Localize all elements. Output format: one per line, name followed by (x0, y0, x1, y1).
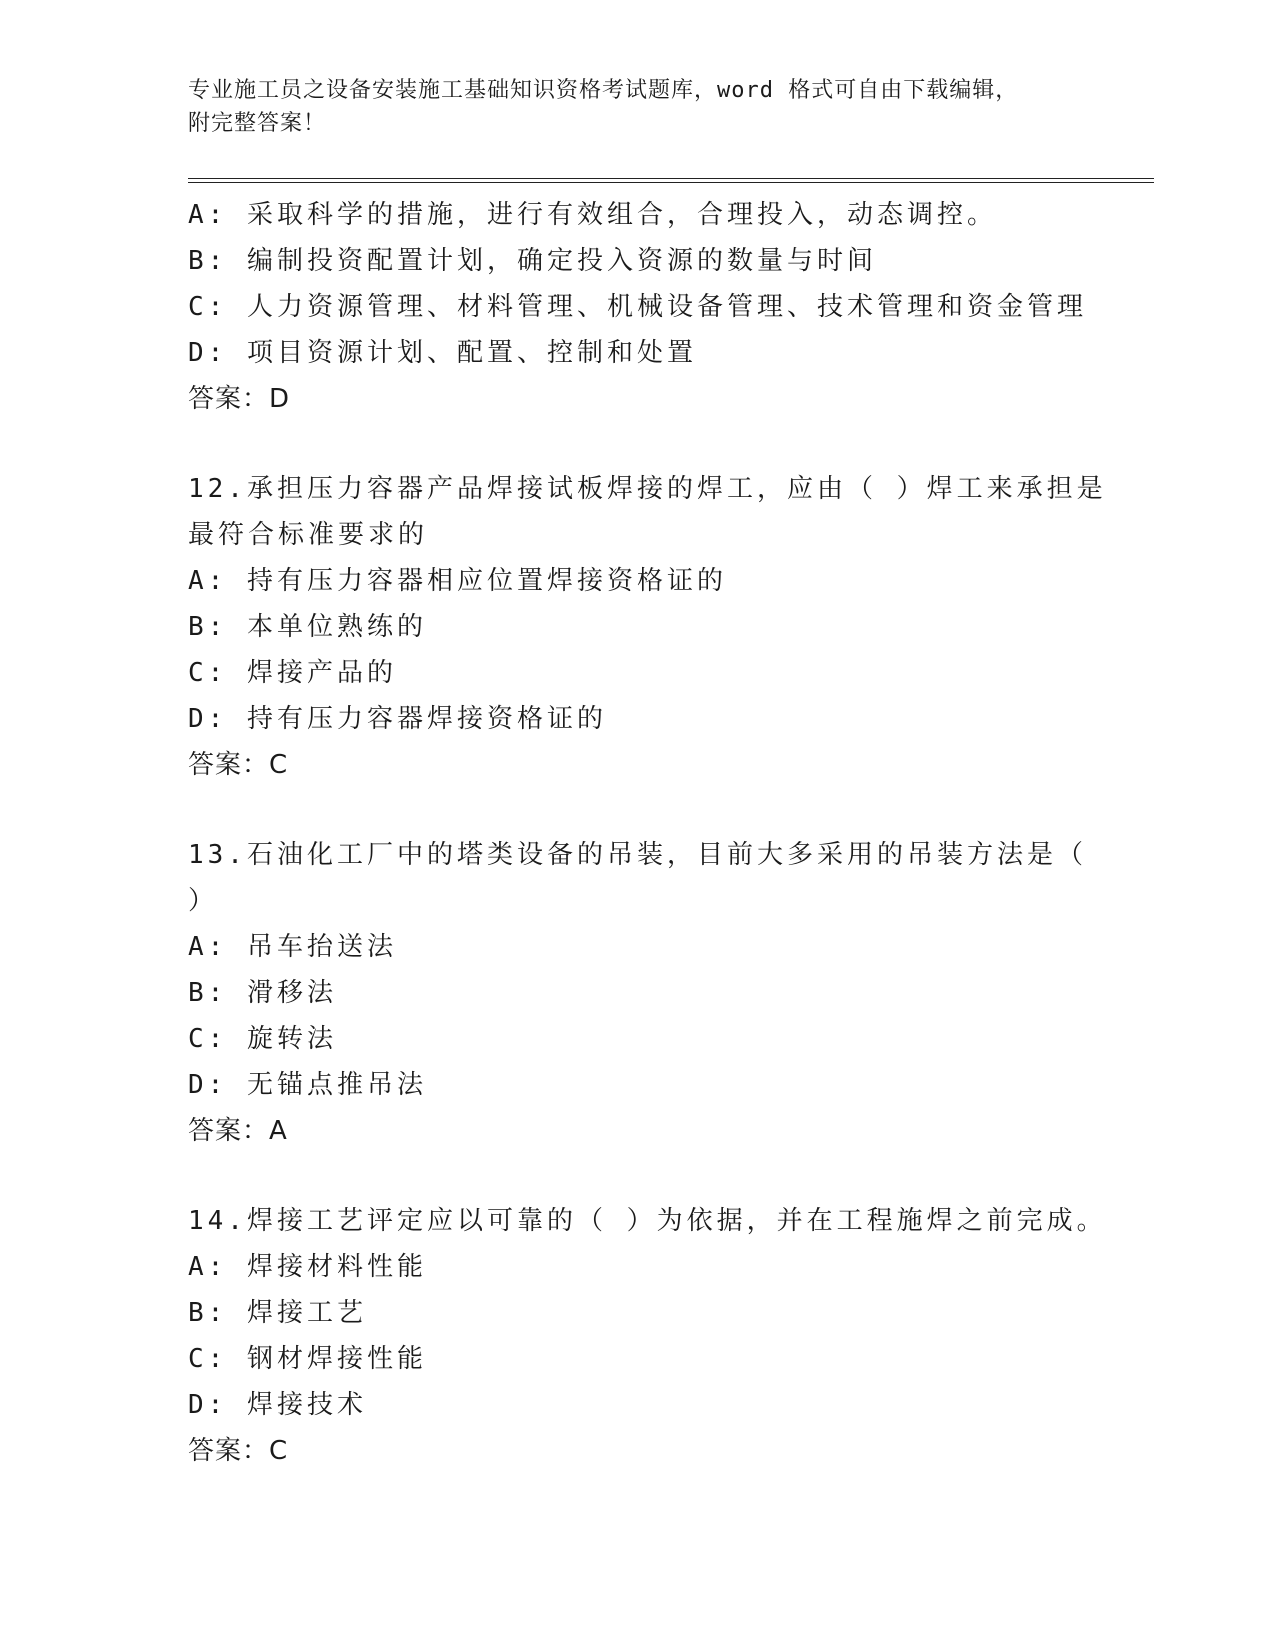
option-c: C: 焊接产品的 (188, 658, 397, 688)
option-b: B: 编制投资配置计划，确定投入资源的数量与时间 (188, 246, 877, 276)
option-d: D: 项目资源计划、配置、控制和处置 (188, 338, 697, 368)
option-b: B: 本单位熟练的 (188, 612, 427, 642)
option-c: C: 旋转法 (188, 1024, 337, 1054)
question-stem-line-2: ） (188, 886, 219, 916)
question-stem-line-1: 12.承担压力容器产品焊接试板焊接的焊工，应由（ ）焊工来承担是 (188, 474, 1107, 504)
question-stem-line-1: 13.石油化工厂中的塔类设备的吊装，目前大多采用的吊装方法是（ (188, 840, 1087, 870)
question-list (188, 192, 1107, 1474)
question-12 (188, 466, 1107, 788)
question-11-continued (188, 192, 1088, 422)
header-double-rule (188, 178, 1154, 183)
answer-line: 答案：A (188, 1116, 288, 1146)
question-stem-line-2: 最符合标准要求的 (188, 520, 429, 550)
option-a: A: 采取科学的措施，进行有效组合，合理投入，动态调控。 (188, 200, 997, 230)
document-header (188, 74, 1088, 140)
answer-line: 答案：C (188, 1436, 289, 1466)
option-a: A: 持有压力容器相应位置焊接资格证的 (188, 566, 727, 596)
answer-line: 答案：C (188, 750, 289, 780)
question-13 (188, 832, 1088, 1154)
option-b: B: 焊接工艺 (188, 1298, 367, 1328)
option-d: D: 持有压力容器焊接资格证的 (188, 704, 607, 734)
option-b: B: 滑移法 (188, 978, 337, 1008)
header-title-line-2: 附完整答案！ (188, 111, 327, 136)
option-a: A: 焊接材料性能 (188, 1252, 427, 1282)
answer-line: 答案：D (188, 384, 291, 414)
question-stem-line-1: 14.焊接工艺评定应以可靠的（ ）为依据，并在工程施焊之前完成。 (188, 1206, 1107, 1236)
option-a: A: 吊车抬送法 (188, 932, 397, 962)
option-d: D: 焊接技术 (188, 1390, 367, 1420)
question-14 (188, 1198, 1107, 1474)
option-d: D: 无锚点推吊法 (188, 1070, 427, 1100)
header-title-line-1: 专业施工员之设备安装施工基础知识资格考试题库，word 格式可自由下载编辑， (188, 78, 1019, 103)
option-c: C: 人力资源管理、材料管理、机械设备管理、技术管理和资金管理 (188, 292, 1087, 322)
option-c: C: 钢材焊接性能 (188, 1344, 427, 1374)
